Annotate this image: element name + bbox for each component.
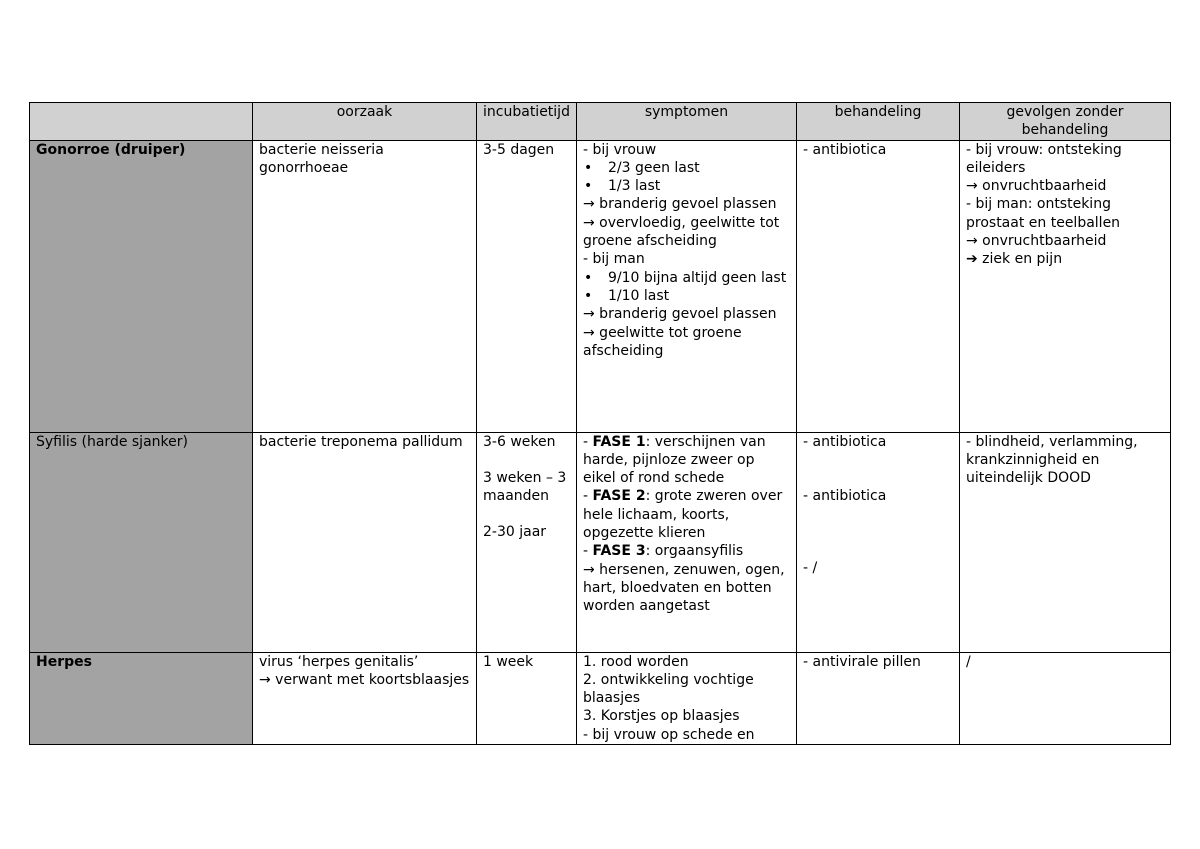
oorzaak-gonorroe: bacterie neisseria gonorrhoeae xyxy=(253,140,477,432)
symptom-label-vrouw: - bij vrouw xyxy=(583,141,657,158)
fase-3-line: → hersenen, zenuwen, ogen, hart, bloedvaten en botten worden aangetast xyxy=(583,561,785,615)
gevolg-line: → onvruchtbaarheid xyxy=(966,233,1107,250)
soa-table xyxy=(29,102,1171,745)
symptomen-gonorroe xyxy=(577,140,797,432)
fase-prefix: - xyxy=(583,543,593,560)
list-item: • 2/3 geen last xyxy=(583,159,790,177)
behandeling-fase1: - antibiotica xyxy=(803,433,887,450)
gevolgen-syfilis: - blindheid, verlamming, krankzinnigheid en uiteindelijk DOOD xyxy=(960,432,1171,652)
fase-text: : grote zweren over hele lichaam, koorts, opgezette klieren xyxy=(583,488,783,542)
table-row-herpes xyxy=(30,652,1171,744)
header-incubatietijd: incubatietijd xyxy=(477,103,577,141)
symptomen-syfilis xyxy=(577,432,797,652)
symptom-bullets-vrouw xyxy=(583,159,790,196)
behandeling-gonorroe: - antibiotica xyxy=(797,140,960,432)
symptom-line: → geelwitte tot groene afscheiding xyxy=(583,324,742,359)
fase-label: FASE 2 xyxy=(592,488,646,505)
symptom-line: 3. Korstjes op blaasjes xyxy=(583,708,740,725)
fase-prefix: - xyxy=(583,488,593,505)
disease-name-syfilis: Syfilis (harde sjanker) xyxy=(30,432,253,652)
gevolg-line-last xyxy=(966,250,1164,268)
fase-1 xyxy=(583,433,790,488)
list-item: • 9/10 bijna altijd geen last xyxy=(583,269,790,287)
gevolg-line: - bij vrouw: ontsteking eileiders xyxy=(966,141,1122,176)
header-gevolgen: gevolgen zonder behandeling xyxy=(960,103,1171,141)
symptom-bullets-man xyxy=(583,269,790,306)
fase-text: : orgaansyfilis xyxy=(645,543,744,560)
header-oorzaak: oorzaak xyxy=(253,103,477,141)
header-corner xyxy=(30,103,253,141)
behandeling-herpes: - antivirale pillen xyxy=(797,652,960,744)
table-row-gonorroe xyxy=(30,140,1171,432)
symptom-line: → overvloedig, geelwitte tot groene afscheiding xyxy=(583,214,780,250)
incubatietijd-herpes: 1 week xyxy=(477,652,577,744)
incubatietijd-gonorroe: 3-5 dagen xyxy=(477,140,577,432)
oorzaak-herpes xyxy=(253,652,477,744)
incubatie-fase3: 2-30 jaar xyxy=(483,524,547,541)
symptomen-herpes xyxy=(577,652,797,744)
header-row xyxy=(30,103,1171,141)
gevolg-line: → onvruchtbaarheid xyxy=(966,178,1107,195)
list-item: • 1/3 last xyxy=(583,177,790,195)
behandeling-fase3: - / xyxy=(803,560,818,577)
symptom-label-man: - bij man xyxy=(583,251,645,268)
fase-2 xyxy=(583,487,790,542)
header-behandeling: behandeling xyxy=(797,103,960,141)
table-row-syfilis xyxy=(30,432,1171,652)
gevolgen-gonorroe xyxy=(960,140,1171,432)
oorzaak-line: virus ‘herpes genitalis’ xyxy=(259,653,419,670)
gevolg-line: - bij man: ontsteking prostaat en teelballen xyxy=(966,196,1121,231)
symptom-line: - bij vrouw op schede en xyxy=(583,726,755,743)
fase-text: : verschijnen van harde, pijnloze zweer op eikel of rond schede xyxy=(583,433,766,487)
fase-label: FASE 3 xyxy=(592,543,646,560)
behandeling-syfilis xyxy=(797,432,960,652)
gevolgen-herpes: / xyxy=(960,652,1171,744)
behandeling-fase2: - antibiotica xyxy=(803,487,887,504)
disease-name-gonorroe: Gonorroe (druiper) xyxy=(30,140,253,432)
list-item: • 1/10 last xyxy=(583,287,790,305)
fase-label: FASE 1 xyxy=(592,433,646,450)
oorzaak-line: → verwant met koortsblaasjes xyxy=(259,671,470,688)
incubatietijd-syfilis xyxy=(477,432,577,652)
symptom-line: → branderig gevoel plassen xyxy=(583,196,777,213)
fase-prefix: - xyxy=(583,433,593,450)
incubatie-fase2: 3 weken – 3 maanden xyxy=(483,469,567,505)
disease-name-herpes: Herpes xyxy=(30,652,253,744)
incubatie-fase1: 3-6 weken xyxy=(483,433,556,450)
symptom-line: 1. rood worden xyxy=(583,653,689,670)
gevolg-last-text: ziek en pijn xyxy=(977,251,1063,268)
header-symptomen: symptomen xyxy=(577,103,797,141)
oorzaak-syfilis: bacterie treponema pallidum xyxy=(253,432,477,652)
symptom-line: → branderig gevoel plassen xyxy=(583,306,777,323)
fase-3 xyxy=(583,542,790,560)
symptom-line: 2. ontwikkeling vochtige blaasjes xyxy=(583,671,754,707)
heavy-arrow-icon: ➔ xyxy=(966,251,978,268)
